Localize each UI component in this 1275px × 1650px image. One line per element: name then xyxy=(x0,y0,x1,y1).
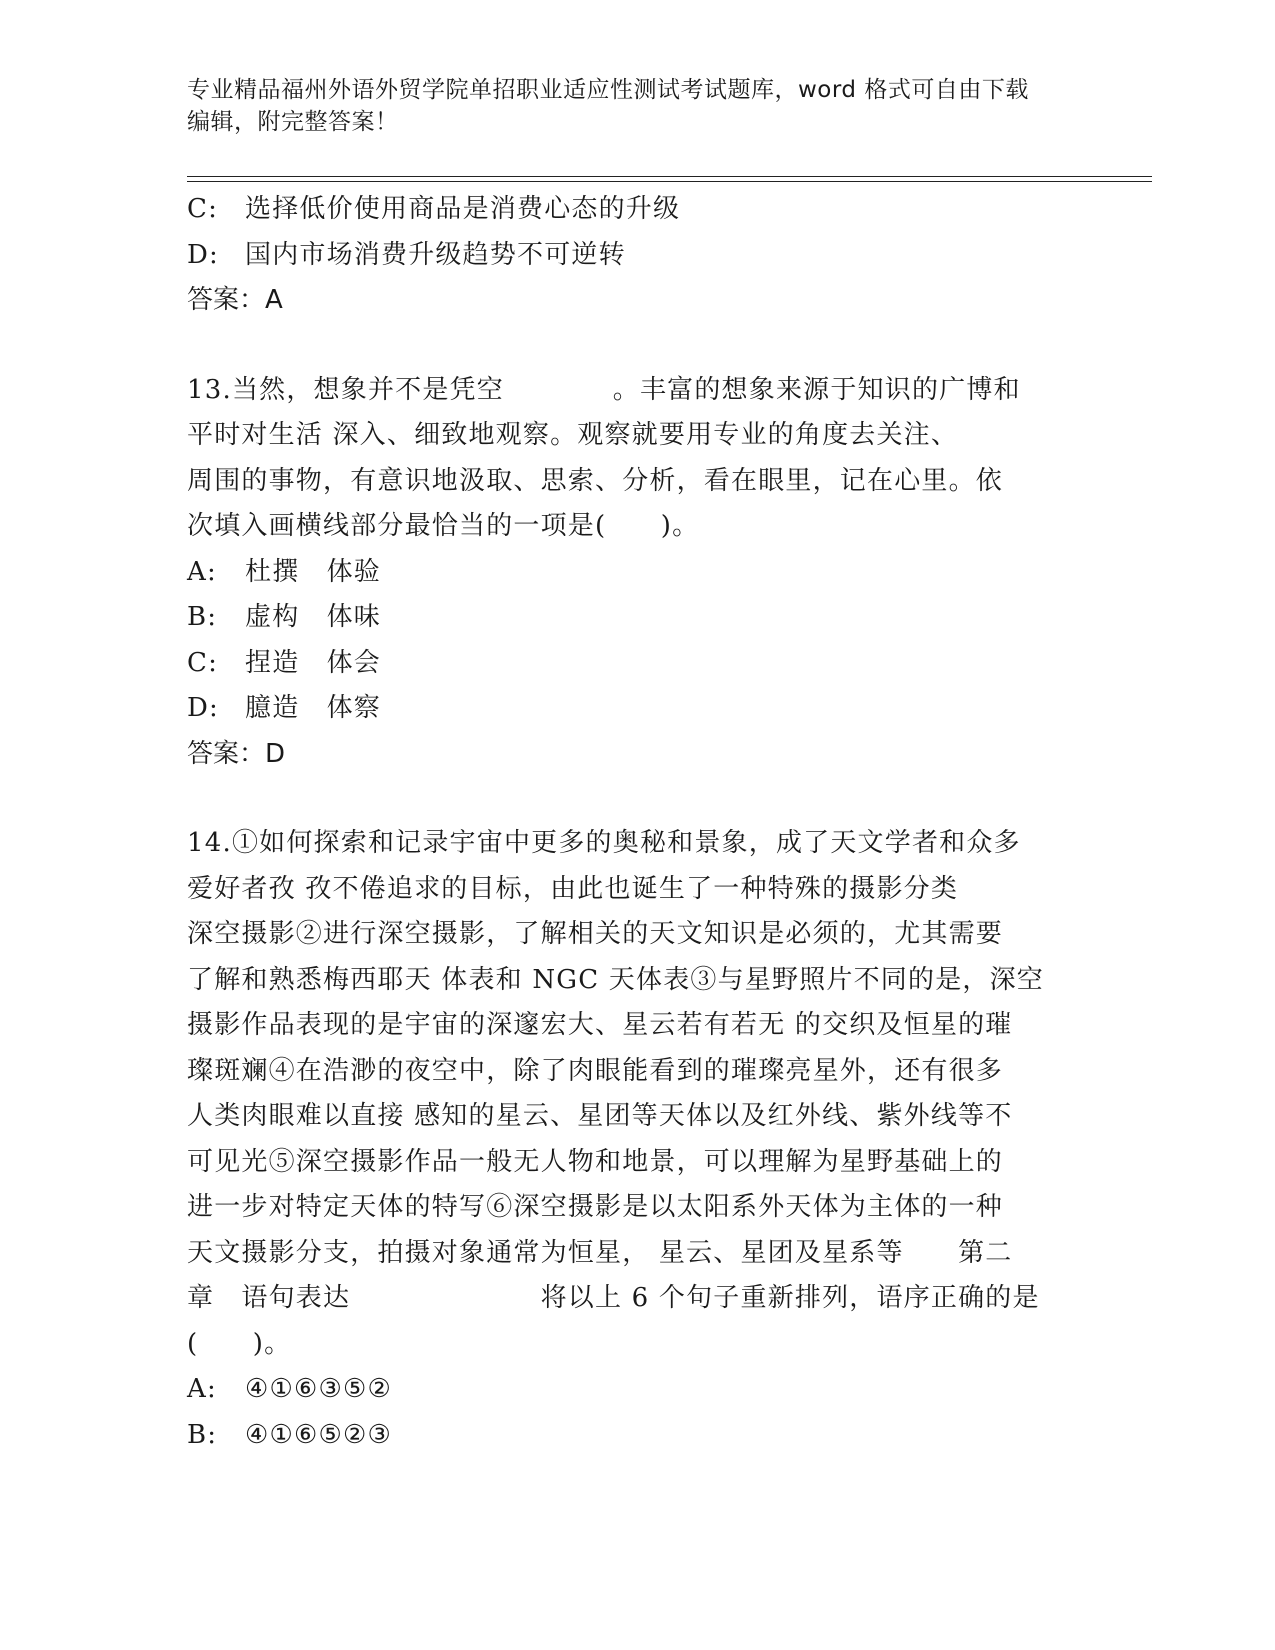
question-line: 人类肉眼难以直接 感知的星云、星团等天体以及红外线、紫外线等不 xyxy=(187,1101,1013,1131)
question-13 xyxy=(187,368,1087,778)
page-header xyxy=(187,74,1067,138)
option-d xyxy=(187,233,1087,279)
document-body xyxy=(187,187,1087,1458)
option-key: D: xyxy=(187,693,220,723)
option-c xyxy=(187,641,1087,687)
question-line: 爱好者孜 孜不倦追求的目标，由此也诞生了一种特殊的摄影分类 xyxy=(187,873,959,904)
option-a xyxy=(187,1367,1087,1413)
spacer xyxy=(187,777,1087,821)
option-b xyxy=(187,1413,1087,1459)
option-key: B: xyxy=(187,1419,218,1450)
option-key: B: xyxy=(187,602,218,632)
option-text: 臆造 体察 xyxy=(245,693,382,723)
option-key: C: xyxy=(187,194,219,224)
header-divider-bottom xyxy=(187,181,1152,182)
answer: 答案：A xyxy=(187,285,283,315)
option-a xyxy=(187,550,1087,596)
question-line: 14.①如何探索和记录宇宙中更多的奥秘和景象，成了天文学者和众多 xyxy=(187,828,1021,858)
option-text: ④①⑥⑤②③ xyxy=(245,1419,393,1450)
question-line: 了解和熟悉梅西耶天 体表和 NGC 天体表③与星野照片不同的是，深空 xyxy=(187,964,1045,995)
question-line: 周围的事物，有意识地汲取、思索、分析，看在眼里，记在心里。依 xyxy=(187,465,1004,496)
option-text: ④①⑥③⑤② xyxy=(245,1374,393,1404)
question-line: 平时对生活 深入、细致地观察。观察就要用专业的角度去关注、 xyxy=(187,420,959,450)
header-line-2: 编辑，附完整答案！ xyxy=(187,109,399,135)
option-key: A: xyxy=(187,556,217,587)
option-text: 捏造 体会 xyxy=(245,647,382,678)
question-14 xyxy=(187,821,1087,1458)
option-d xyxy=(187,686,1087,732)
spacer xyxy=(187,324,1087,368)
question-line: 天文摄影分支，拍摄对象通常为恒星， 星云、星团及星系等 第二 xyxy=(187,1237,1013,1268)
question-line: 13.当然，想象并不是凭空 。丰富的想象来源于知识的广博和 xyxy=(187,374,1021,405)
option-text: 杜撰 体验 xyxy=(245,556,382,587)
header-line-1: 专业精品福州外语外贸学院单招职业适应性测试考试题库，word 格式可自由下载 xyxy=(187,77,1029,103)
question-line: 深空摄影②进行深空摄影，了解相关的天文知识是必须的，尤其需要 xyxy=(187,919,1004,949)
option-key: A: xyxy=(187,1374,217,1404)
option-text: 国内市场消费升级趋势不可逆转 xyxy=(245,239,626,270)
question-line: 可见光⑤深空摄影作品一般无人物和地景，可以理解为星野基础上的 xyxy=(187,1146,1004,1177)
answer: 答案：D xyxy=(187,738,286,769)
question-12-tail xyxy=(187,187,1087,324)
question-line: ( )。 xyxy=(187,1328,292,1359)
option-b xyxy=(187,595,1087,641)
header-divider-top xyxy=(187,176,1152,177)
question-line: 次填入画横线部分最恰当的一项是( )。 xyxy=(187,511,700,541)
question-line: 璨斑斓④在浩渺的夜空中，除了肉眼能看到的璀璨亮星外，还有很多 xyxy=(187,1055,1004,1086)
question-line: 摄影作品表现的是宇宙的深邃宏大、星云若有若无 的交织及恒星的璀 xyxy=(187,1010,1013,1040)
question-line: 进一步对特定天体的特写⑥深空摄影是以太阳系外天体为主体的一种 xyxy=(187,1192,1004,1222)
option-text: 虚构 体味 xyxy=(245,602,382,632)
option-key: D: xyxy=(187,239,220,270)
question-line: 章 语句表达 将以上 6 个句子重新排列，语序正确的是 xyxy=(187,1283,1040,1313)
option-c xyxy=(187,187,1087,233)
option-text: 选择低价使用商品是消费心态的升级 xyxy=(245,194,681,224)
option-key: C: xyxy=(187,647,219,678)
